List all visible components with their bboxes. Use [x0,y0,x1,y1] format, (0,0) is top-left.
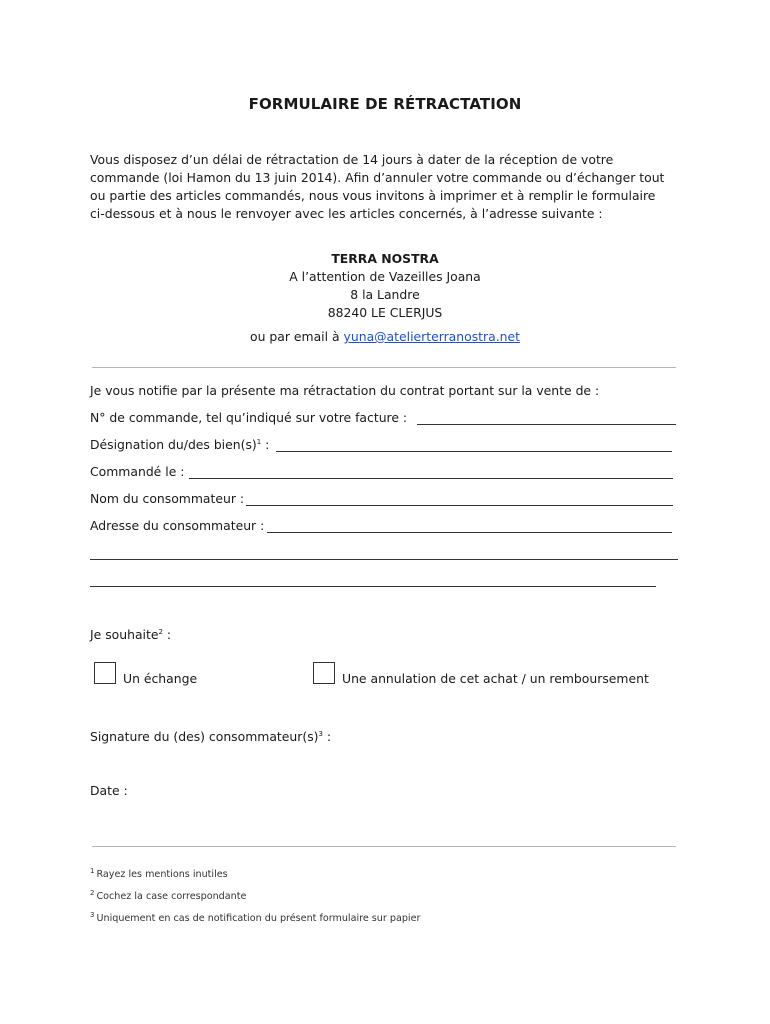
intro-line: commande (loi Hamon du 13 juin 2014). Afin d’annuler votre commande ou d’échanger tout [90,170,665,185]
footnote-number: 1 [90,867,95,875]
cancel-refund-checkbox[interactable] [313,662,335,684]
footnote-text: Cochez la case correspondante [96,891,247,903]
order-number-label: N° de commande, tel qu’indiqué sur votre facture : [90,410,408,425]
consumer-address-label: Adresse du consommateur : [90,518,265,533]
order-number-field[interactable] [417,424,676,425]
email-line [0,329,770,344]
footnote-1 [90,862,420,884]
intro-line: ci-dessous et à nous le renvoyer avec les articles concernés, à l’adresse suivante : [90,206,603,221]
page-title: FORMULAIRE DE RÉTRACTATION [248,95,522,113]
ordered-on-label: Commandé le : [90,464,185,479]
footnote-3 [90,906,420,928]
designation-label [90,437,269,452]
footnote-ref-1: 1 [256,437,262,446]
consumer-name-label: Nom du consommateur : [90,491,245,506]
retraction-notice: Je vous notifie par la présente ma rétractation du contrat portant sur la vente de : [90,383,600,398]
footnote-number: 2 [90,889,95,898]
designation-field[interactable] [276,451,672,452]
signature-label-colon: : [322,729,332,744]
email-link[interactable]: yuna@atelierterranostra.net [343,329,520,344]
address-city: 88240 LE CLERJUS [327,305,443,320]
footnote-2 [90,884,420,906]
cancel-refund-option-label: Une annulation de cet achat / un remboursement [342,671,649,686]
designation-label-text: Désignation du/des bien(s) [90,437,257,452]
footnotes [90,862,420,929]
choice-label-text: Je souhaite [90,627,159,642]
exchange-checkbox[interactable] [94,662,116,684]
footnote-text: Uniquement en cas de notification du présent formulaire sur papier [96,913,421,925]
divider-top [92,367,676,368]
choice-label [90,627,171,642]
company-name: TERRA NOSTRA [331,251,439,266]
exchange-option-label: Un échange [123,671,198,686]
signature-label-text: Signature du (des) consommateur(s) [90,729,319,744]
address-street: 8 la Landre [350,287,420,302]
intro-line: Vous disposez d’un délai de rétractation de 14 jours à dater de la réception de votre [90,152,614,167]
signature-label [90,729,331,744]
ordered-on-field[interactable] [189,478,673,479]
footnote-ref-2: 2 [158,627,163,636]
address-attention: A l’attention de Vazeilles Joana [289,269,481,284]
consumer-address-field-line-3[interactable] [90,586,656,587]
email-prefix: ou par email à [250,329,344,344]
intro-line: ou partie des articles commandés, nous vous invitons à imprimer et à remplir le formulaire [90,188,656,203]
footnote-ref-3: 3 [318,729,323,738]
designation-label-colon: : [261,437,270,452]
postal-address [0,250,770,322]
divider-bottom [92,846,676,847]
intro-paragraph [90,151,680,223]
consumer-address-field[interactable] [267,532,672,533]
choice-label-colon: : [162,627,172,642]
date-label: Date : [90,783,128,798]
footnote-text: Rayez les mentions inutiles [96,869,228,881]
consumer-name-field[interactable] [246,505,673,506]
footnote-number: 3 [90,911,95,920]
consumer-address-field-line-2[interactable] [90,559,678,560]
